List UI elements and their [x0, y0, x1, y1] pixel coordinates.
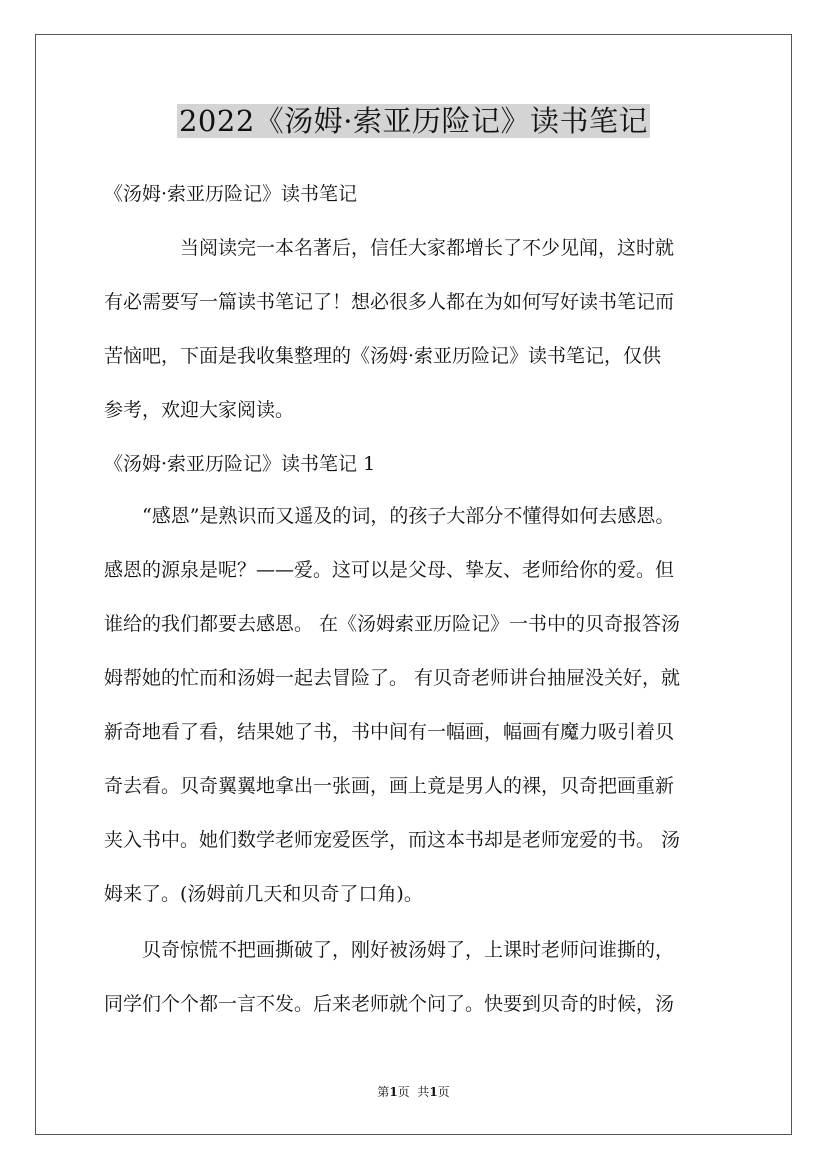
paragraph-line: 姆帮她的忙而和汤姆一起去冒险了。 有贝奇老师讲台抽屉没关好，就 [104, 667, 681, 689]
footer-page-suffix: 页 [437, 1085, 450, 1099]
page-footer [0, 1083, 827, 1100]
paragraph-line: 当阅读完一本名著后，信任大家都增长了不少见闻，这时就 [180, 237, 675, 259]
paragraph-line: “感恩”是熟识而又遥及的词，的孩子大部分不懂得如何去感恩。 [142, 505, 675, 527]
footer-page-prefix: 第 [377, 1085, 390, 1099]
paragraph-line: 新奇地看了看，结果她了书，书中间有一幅画，幅画有魔力吸引着贝 [104, 721, 675, 743]
section-heading: 《汤姆·索亚历险记》读书笔记 1 [104, 453, 376, 475]
document-title-text: 2022《汤姆·索亚历险记》读书笔记 [178, 104, 649, 138]
paragraph-line: 苦恼吧，下面是我收集整理的《汤姆·索亚历险记》读书笔记，仅供 [104, 345, 662, 367]
paragraph-line: 感恩的源泉是呢？——爱。这可以是父母、挚友、老师给你的爱。但 [104, 559, 675, 581]
footer-page-mid: 页 共 [397, 1085, 430, 1099]
paragraph-line: 奇去看。贝奇翼翼地拿出一张画，画上竟是男人的裸，贝奇把画重新 [104, 775, 675, 797]
footer-page-number: 1 [389, 1085, 398, 1099]
document-title [0, 100, 827, 142]
paragraph-line: 谁给的我们都要去感恩。 在《汤姆索亚历险记》一书中的贝奇报答汤 [104, 613, 681, 635]
paragraph-line: 参考，欢迎大家阅读。 [104, 399, 295, 421]
paragraph-line: 姆来了。(汤姆前几天和贝奇了口角)。 [104, 883, 423, 905]
paragraph-line: 有必需要写一篇读书笔记了！想必很多人都在为如何写好读书笔记而 [104, 291, 675, 313]
footer-page-total: 1 [429, 1085, 438, 1099]
paragraph-line: 夹入书中。她们数学老师宠爱医学，而这本书却是老师宠爱的书。 汤 [104, 829, 681, 851]
subtitle-line: 《汤姆·索亚历险记》读书笔记 [104, 183, 358, 205]
paragraph-line: 同学们个个都一言不发。后来老师就个问了。快要到贝奇的时候，汤 [104, 993, 675, 1015]
paragraph-line: 贝奇惊慌不把画撕破了，刚好被汤姆了，上课时老师问谁撕的， [142, 939, 675, 961]
